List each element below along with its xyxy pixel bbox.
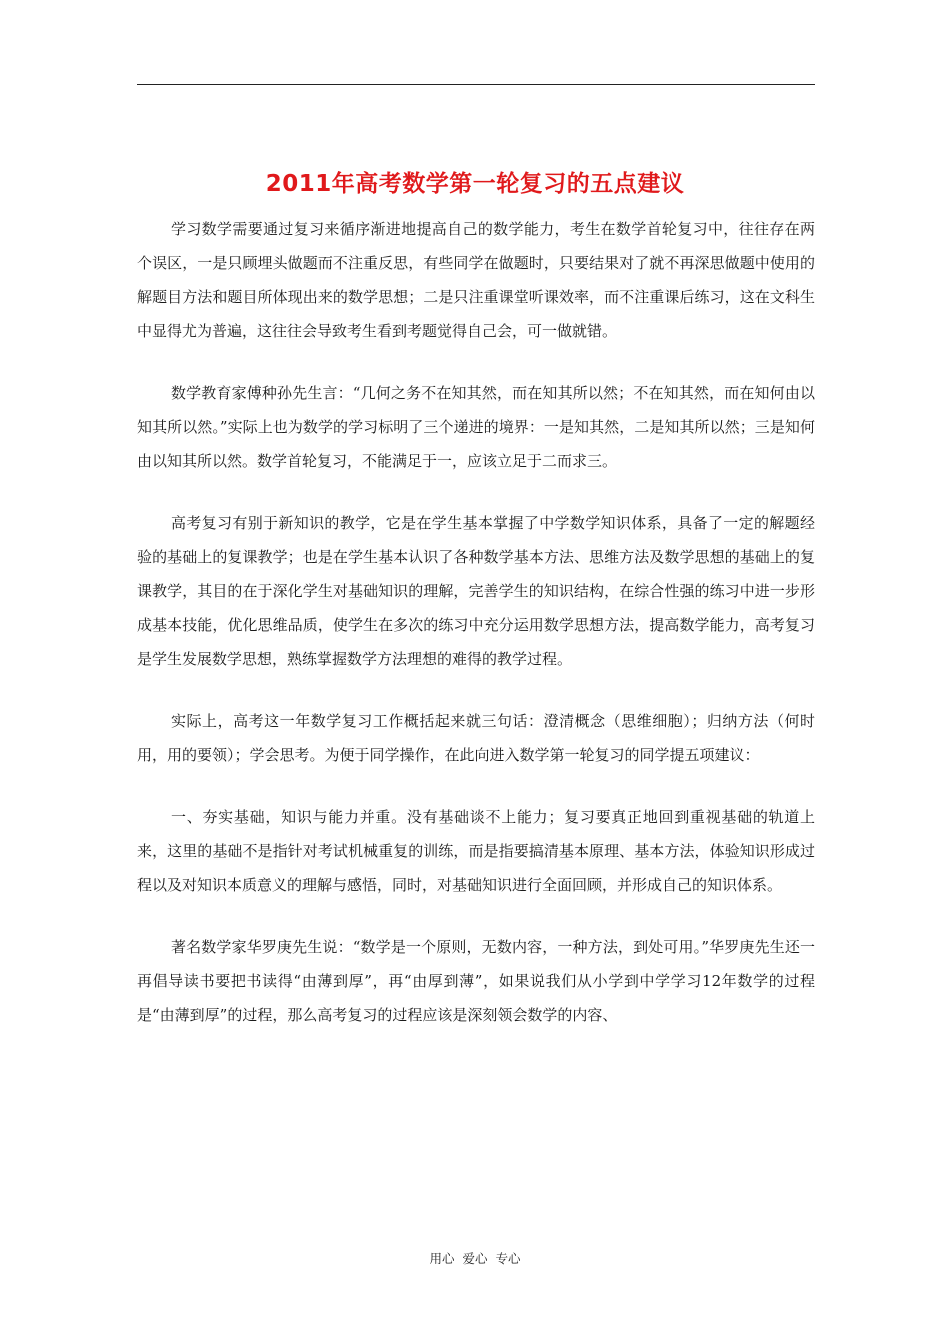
paragraph-3: 高考复习有别于新知识的教学，它是在学生基本掌握了中学数学知识体系，具备了一定的解题经验的基础上的复课教学；也是在学生基本认识了各种数学基本方法、思维方法及数学思想的基础上的复课教学，其目的在于深化学生对基础知识的理解，完善学生的知识结构，在综合性强的练习中进一步形成基本技能，优化思维品质，使学生在多次的练习中充分运用数学思想方法，提高数学能力，高考复习是学生发展数学思想，熟练掌握数学方法理想的难得的教学过程。 [137,514,815,668]
paragraph-5: 一、夯实基础，知识与能力并重。没有基础谈不上能力；复习要真正地回到重视基础的轨道上来，这里的基础不是指针对考试机械重复的训练，而是指要搞清基本原理、基本方法，体验知识形成过程以及对知识本质意义的理解与感悟，同时，对基础知识进行全面回顾，并形成自己的知识体系。 [137,808,815,894]
page-footer: 用心 爱心 专心 [429,1251,521,1266]
header-rule [137,84,815,85]
document-body [137,212,815,1060]
paragraph-2: 数学教育家傅种孙先生言：“几何之务不在知其然，而在知其所以然；不在知其然，而在知何由以知其所以然。”实际上也为数学的学习标明了三个递进的境界：一是知其然，二是知其所以然；三是知何由以知其所以然。数学首轮复习，不能满足于一，应该立足于二而求三。 [137,384,815,470]
paragraph-1: 学习数学需要通过复习来循序渐进地提高自己的数学能力，考生在数学首轮复习中，往往存在两个误区，一是只顾埋头做题而不注重反思，有些同学在做题时，只要结果对了就不再深思做题中使用的解题目方法和题目所体现出来的数学思想；二是只注重课堂听课效率，而不注重课后练习，这在文科生中显得尤为普遍，这往往会导致考生看到考题觉得自己会，可一做就错。 [137,220,815,340]
document-title: 2011年高考数学第一轮复习的五点建议 [265,171,685,198]
paragraph-6: 著名数学家华罗庚先生说：“数学是一个原则，无数内容，一种方法，到处可用。”华罗庚先生还一再倡导读书要把书读得“由薄到厚”，再“由厚到薄”，如果说我们从小学到中学学习12年数学的过程是“由薄到厚”的过程，那么高考复习的过程应该是深刻领会数学的内容、 [137,938,815,1024]
paragraph-4: 实际上，高考这一年数学复习工作概括起来就三句话：澄清概念（思维细胞）；归纳方法（何时用，用的要领）；学会思考。为便于同学操作，在此向进入数学第一轮复习的同学提五项建议： [137,712,815,764]
